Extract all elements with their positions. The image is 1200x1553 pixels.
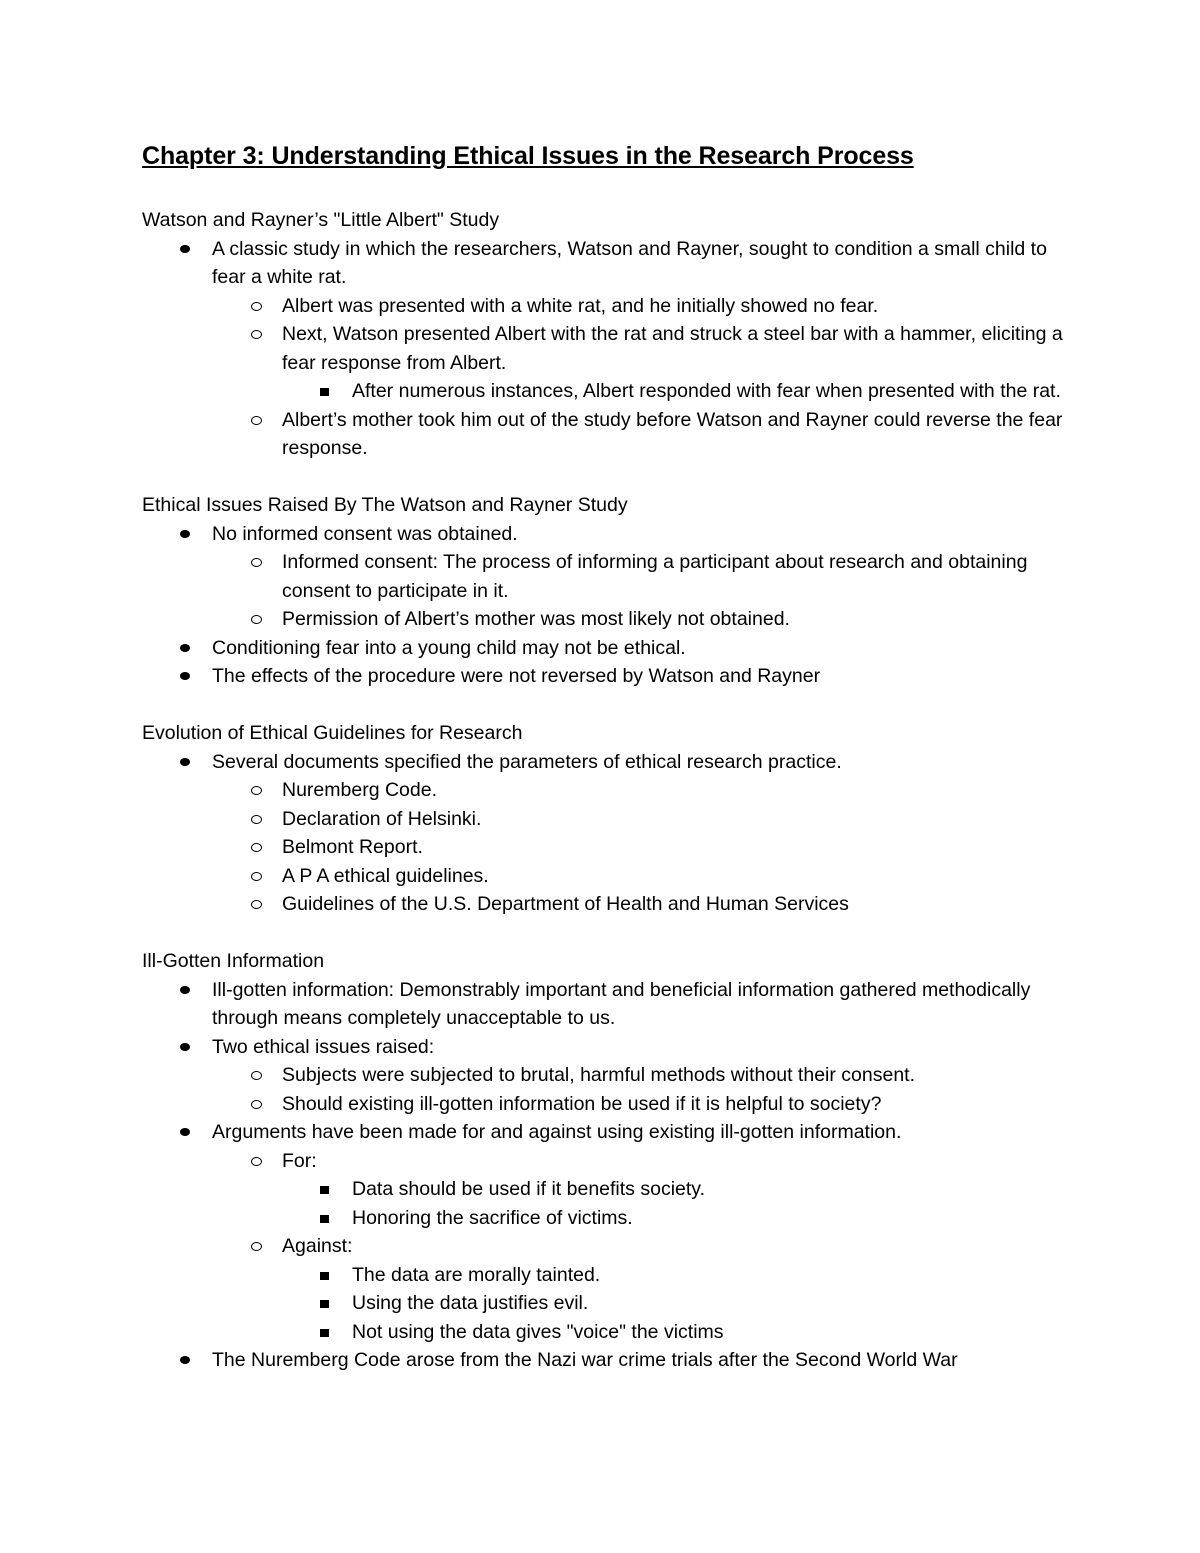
list-item — [212, 1147, 1072, 1233]
list-item — [282, 1318, 1072, 1347]
hollow-bullet-icon — [251, 872, 262, 881]
document-body — [142, 206, 1072, 1375]
list-item — [212, 862, 1072, 891]
list-item-text: Nuremberg Code. — [282, 779, 437, 801]
list-item-text: Guidelines of the U.S. Department of Health and Human Services — [282, 893, 849, 915]
list-item — [212, 1090, 1072, 1119]
list-item-text: Two ethical issues raised: — [212, 1035, 435, 1058]
list-item-text: No informed consent was obtained. — [212, 522, 518, 545]
filled-bullet-icon — [180, 530, 190, 538]
filled-bullet-icon — [180, 1128, 190, 1136]
section-little-albert — [142, 206, 1072, 463]
list-item-text: Against: — [282, 1235, 353, 1257]
filled-bullet-icon — [180, 245, 190, 253]
list-item-text: The data are morally tainted. — [352, 1263, 601, 1286]
list-item — [282, 1204, 1072, 1233]
list-item-text: The Nuremberg Code arose from the Nazi war crime trials after the Second World War — [212, 1349, 958, 1371]
list-item — [142, 1033, 1072, 1119]
list-item-text: Ill-gotten information: Demonstrably important and beneficial information gathered methodically through means completely unacceptable to us. — [212, 978, 1031, 1029]
hollow-bullet-icon — [251, 1242, 262, 1251]
filled-bullet-icon — [180, 644, 190, 652]
list-item — [142, 662, 1072, 691]
filled-bullet-icon — [180, 672, 190, 680]
filled-bullet-icon — [180, 1356, 190, 1364]
hollow-bullet-icon — [251, 1157, 262, 1166]
sub-list — [212, 1147, 1072, 1347]
list-item — [212, 805, 1072, 834]
list-item — [142, 235, 1072, 463]
sub-sub-list — [282, 1175, 1072, 1232]
list-item-text: After numerous instances, Albert responded with fear when presented with the rat. — [352, 380, 1061, 402]
list-item — [282, 1175, 1072, 1204]
hollow-bullet-icon — [251, 786, 262, 795]
hollow-bullet-icon — [251, 900, 262, 909]
list-item — [282, 1261, 1072, 1290]
page-title: Chapter 3: Understanding Ethical Issues in the Research Process — [142, 142, 914, 170]
list-item-text: Using the data justifies evil. — [352, 1292, 589, 1314]
sub-sub-list — [282, 1261, 1072, 1347]
list-item-text: Not using the data gives "voice" the victims — [352, 1320, 724, 1343]
list-item — [212, 292, 1072, 321]
list-item-text: Subjects were subjected to brutal, harmful methods without their consent. — [282, 1064, 915, 1086]
hollow-bullet-icon — [251, 1100, 262, 1109]
list-item-text: Belmont Report. — [282, 836, 423, 858]
bullet-list — [142, 235, 1072, 463]
list-item-text: Should existing ill-gotten information be used if it is helpful to society? — [282, 1092, 882, 1115]
section-heading: Ethical Issues Raised By The Watson and Rayner Study — [142, 494, 628, 516]
section-ill-gotten-information — [142, 947, 1072, 1375]
list-item-text: Conditioning fear into a young child may not be ethical. — [212, 636, 686, 659]
list-item-text: A classic study in which the researchers, Watson and Rayner, sought to condition a small child to fear a white rat. — [212, 237, 1047, 288]
list-item-text: The effects of the procedure were not reversed by Watson and Rayner — [212, 665, 821, 687]
list-item-text: Arguments have been made for and against using existing ill-gotten information. — [212, 1121, 902, 1143]
list-item — [282, 377, 1072, 406]
section-heading: Evolution of Ethical Guidelines for Research — [142, 722, 523, 744]
list-item-text: Honoring the sacrifice of victims. — [352, 1206, 633, 1229]
list-item — [142, 1118, 1072, 1346]
bullet-list — [142, 976, 1072, 1375]
list-item — [142, 520, 1072, 634]
section-ethical-issues — [142, 491, 1072, 691]
list-item — [142, 634, 1072, 663]
section-heading: Watson and Rayner’s "Little Albert" Study — [142, 209, 500, 231]
list-item-text: Albert’s mother took him out of the study before Watson and Rayner could reverse the fear response. — [282, 408, 1063, 459]
list-item — [212, 776, 1072, 805]
list-item-text: Several documents specified the parameters of ethical research practice. — [212, 750, 842, 773]
list-item — [142, 748, 1072, 919]
list-item — [212, 605, 1072, 634]
list-item — [212, 1232, 1072, 1346]
list-item — [212, 1061, 1072, 1090]
hollow-bullet-icon — [251, 1071, 262, 1080]
bullet-list — [142, 520, 1072, 691]
square-bullet-icon — [320, 1215, 329, 1223]
list-item — [212, 890, 1072, 919]
square-bullet-icon — [320, 1272, 329, 1280]
square-bullet-icon — [320, 1186, 329, 1194]
section-guidelines-evolution — [142, 719, 1072, 919]
list-item — [142, 1346, 1072, 1375]
filled-bullet-icon — [180, 1043, 190, 1051]
sub-list — [212, 776, 1072, 919]
bullet-list — [142, 748, 1072, 919]
list-item — [212, 833, 1072, 862]
square-bullet-icon — [320, 1329, 329, 1337]
sub-list — [212, 548, 1072, 634]
hollow-bullet-icon — [251, 416, 262, 425]
hollow-bullet-icon — [251, 302, 262, 311]
list-item-text: Informed consent: The process of informing a participant about research and obtaining consent to participate in it. — [282, 551, 1028, 602]
hollow-bullet-icon — [251, 330, 262, 339]
hollow-bullet-icon — [251, 615, 262, 624]
list-item-text: Data should be used if it benefits society. — [352, 1178, 706, 1200]
list-item-text: Declaration of Helsinki. — [282, 807, 482, 830]
list-item — [212, 406, 1072, 463]
list-item-text: Albert was presented with a white rat, and he initially showed no fear. — [282, 294, 879, 317]
square-bullet-icon — [320, 1300, 329, 1308]
square-bullet-icon — [320, 388, 329, 396]
list-item-text: Next, Watson presented Albert with the rat and struck a steel bar with a hammer, eliciting a fear response from Albert. — [282, 323, 1063, 374]
list-item-text: A P A ethical guidelines. — [282, 864, 489, 887]
section-heading: Ill-Gotten Information — [142, 950, 325, 972]
list-item — [282, 1289, 1072, 1318]
sub-list — [212, 292, 1072, 463]
sub-list — [212, 1061, 1072, 1118]
filled-bullet-icon — [180, 758, 190, 766]
hollow-bullet-icon — [251, 843, 262, 852]
list-item — [142, 976, 1072, 1033]
list-item-text: Permission of Albert’s mother was most likely not obtained. — [282, 608, 790, 630]
hollow-bullet-icon — [251, 815, 262, 824]
list-item-text: For: — [282, 1149, 317, 1172]
sub-sub-list — [282, 377, 1072, 406]
filled-bullet-icon — [180, 986, 190, 994]
list-item — [212, 320, 1072, 406]
list-item — [212, 548, 1072, 605]
hollow-bullet-icon — [251, 558, 262, 567]
